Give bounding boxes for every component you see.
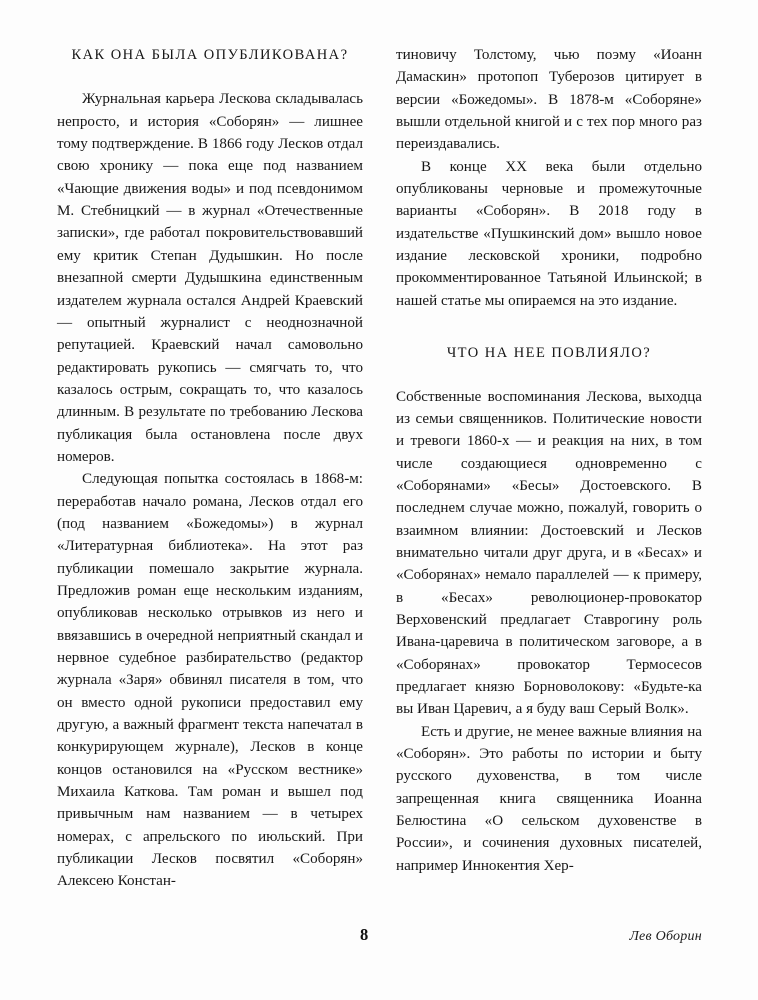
two-column-text-body (57, 44, 702, 904)
right-column-heading-block (396, 342, 702, 364)
paragraph: В конце XX века были отдельно опубликованы черновые и промежуточные варианты «Соборян». В 2018 году в издательстве «Пушкинский дом» вышло новое издание лесковской хроники, подробно прокомментированное Татьяной Ильинской; в нашей статье мы опираемся на это издание. (396, 158, 702, 309)
paragraph: Собственные воспоминания Лескова, выходца из семьи священников. Политические новости и тревоги 1860-х — и реакция на них, в том числе создающиеся одновременно с «Соборянами» «Бесы» Достоевского. В последнем случае можно, пожалуй, говорить о взаимном влиянии: Достоевский и Лесков внимательно читали друг друга, и в «Бесах» и «Соборянах» немало параллелей — к примеру, в «Бесах» революционер-провокатор Верховенский предлагает Ставрогину роль Ивана-царевича в политическом заговоре, а в «Соборянах» провокатор Термосесов предлагает князю Борноволокову: «Будьте-ка вы Иван Царевич, а я буду ваш Серый Волк». (396, 388, 702, 718)
paragraph-continuation: тиновичу Толстому, чью поэму «Иоанн Дамаскин» протопоп Туберозов цитирует в версии «Божедомы». В 1878-м «Соборяне» вышли отдельной книгой и с тех пор много раз переиздавались. (396, 47, 702, 153)
page-footer (57, 925, 702, 945)
paragraph: Журнальная карьера Лескова складывалась непросто, и история «Соборян» — лишнее тому подтверждение. В 1866 году Лесков отдал свою хронику — пока еще под названием «Чающие движения воды» и под псевдонимом М. Стебницкий — в журнал «Отечественные записки», где работал покровительствовавший ему критик Степан Дудышкин. Но после внезапной смерти Дудышкина единственным издателем журнала остался Андрей Краевский — опытный журналист с неоднозначной репутацией. Краевский начал самовольно редактировать рукопись — смягчать то, что казалось острым, сокращать то, что казалось длинным. В результате по требованию Лескова публикация была остановлена после двух номеров. (57, 91, 363, 465)
paragraph: Следующая попытка состоялась в 1868-м: переработав начало романа, Лесков отдал его (под названием «Божедомы») в журнал «Литературная библиотека». На этот раз публикации помешало закрытие журнала. Предложив роман еще нескольким изданиям, опубликовав несколько отрывков из него и ввязавшись в очередной неприятный скандал и нервное судебное разбирательство (редактор журнала «Заря» обвинял писателя в том, что он вместо одной рукописи предоставил ему другую, а важный фрагмент текста напечатал в конкурирующем журнале), Лесков в конце концов остановился на «Русском вестнике» Михаила Каткова. Там роман и вышел под привычным нам названием — в четырех номерах, с апрельского по июльский. При публикации Лесков посвятил «Соборян» Алексею Констан- (57, 471, 363, 890)
section-heading-how-published: КАК ОНА БЫЛА ОПУБЛИКОВАНА? (71, 47, 349, 63)
paragraph: Есть и другие, не менее важные влияния на «Соборян». Это работы по истории и быту русского духовенства, в том числе запрещенная книга священника Иоанна Белюстина «О сельском духовенстве в России», и сочинения духовных писателей, например Иннокентия Хер- (396, 723, 702, 874)
running-head-author: Лев Оборин (629, 929, 702, 944)
left-column (57, 44, 363, 904)
page-number: 8 (360, 925, 369, 944)
right-column (396, 44, 702, 904)
left-column-heading-block (57, 44, 363, 66)
section-heading-what-influenced: ЧТО НА НЕЕ ПОВЛИЯЛО? (446, 345, 652, 362)
